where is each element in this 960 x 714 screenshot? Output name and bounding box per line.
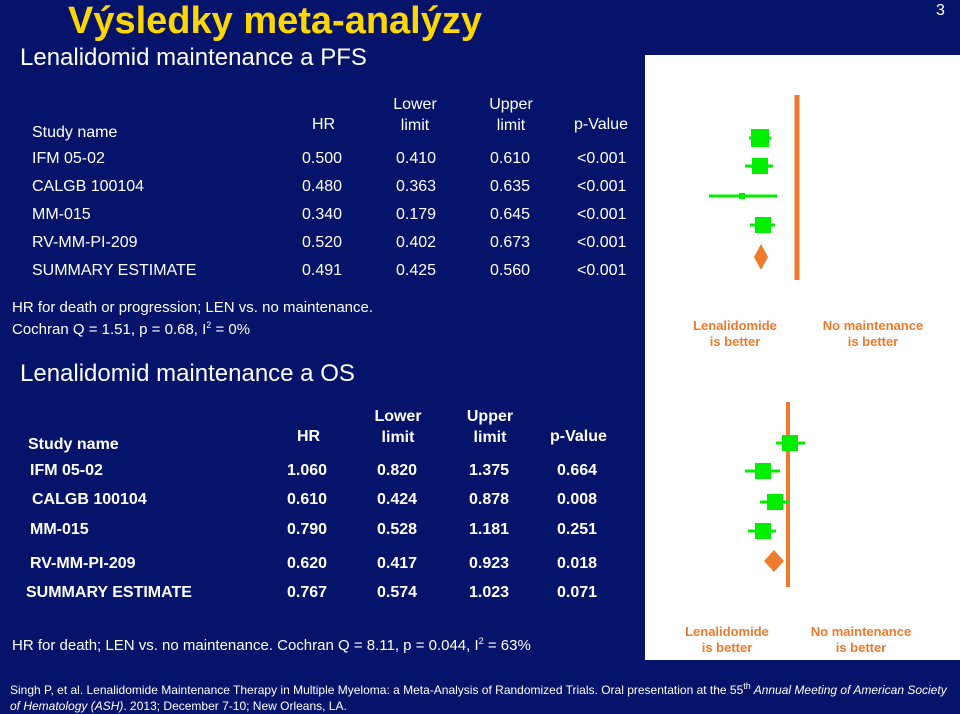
os-col-study: Study name bbox=[28, 436, 119, 453]
slide-title: Výsledky meta-analýzy bbox=[68, 0, 483, 42]
pfs-row-study: RV-MM-PI-209 bbox=[32, 234, 138, 251]
os-row-study: CALGB 100104 bbox=[32, 491, 147, 508]
os-row-upper: 1.181 bbox=[469, 521, 510, 538]
os-row-upper: 0.923 bbox=[469, 555, 510, 572]
os-summary-diamond bbox=[764, 550, 784, 572]
os-row-study: SUMMARY ESTIMATE bbox=[26, 584, 192, 601]
pfs-left-label bbox=[675, 318, 795, 350]
pfs-col-lower bbox=[380, 94, 450, 136]
pfs-cochran-text: Cochran Q = 1.51, p = 0.68, I bbox=[12, 321, 207, 338]
os-col-upper-line2: limit bbox=[473, 429, 507, 446]
pfs-row-lower: 0.410 bbox=[396, 150, 437, 167]
pfs-row-upper: 0.645 bbox=[490, 206, 531, 223]
pfs-row-hr: 0.340 bbox=[302, 206, 343, 223]
pfs-cochran-sup: 2 bbox=[206, 320, 212, 330]
os-study-marker bbox=[782, 435, 798, 451]
pfs-right-label-line2: is better bbox=[847, 334, 899, 349]
reference-tail: . 2013; December 7-10; New Orleans, LA. bbox=[123, 699, 347, 713]
pfs-cochran-suffix: = 0% bbox=[211, 321, 251, 338]
pfs-row-p: <0.001 bbox=[577, 206, 627, 223]
os-row-upper: 0.878 bbox=[469, 491, 510, 508]
pfs-col-upper bbox=[476, 94, 546, 136]
os-row-hr: 1.060 bbox=[287, 462, 328, 479]
os-row-hr: 0.767 bbox=[287, 584, 328, 601]
os-row-lower: 0.417 bbox=[377, 555, 418, 572]
forest-plot-panel bbox=[645, 55, 960, 660]
os-col-upper-line1: Upper bbox=[466, 408, 514, 425]
os-col-lower-line1: Lower bbox=[374, 408, 422, 425]
pfs-row-study: SUMMARY ESTIMATE bbox=[32, 262, 197, 279]
os-row-upper: 1.375 bbox=[469, 462, 510, 479]
os-row-hr: 0.610 bbox=[287, 491, 328, 508]
os-row-p: 0.008 bbox=[557, 491, 598, 508]
pfs-row-p: <0.001 bbox=[577, 178, 627, 195]
os-col-lower bbox=[363, 406, 433, 448]
pfs-row-lower: 0.363 bbox=[396, 178, 437, 195]
page-number: 3 bbox=[936, 2, 945, 19]
os-row-hr: 0.620 bbox=[287, 555, 328, 572]
pfs-study-marker bbox=[751, 129, 769, 147]
pfs-row-study: MM-015 bbox=[32, 206, 91, 223]
reference-text: Singh P, et al. Lenalidomide Maintenance Therapy in Multiple Myeloma: a Meta-Analysis of Randomized Trials. Oral presentation at the 55 bbox=[10, 683, 744, 697]
forest-plot-svg bbox=[645, 55, 960, 660]
os-note-suffix: = 63% bbox=[483, 637, 531, 654]
pfs-row-p: <0.001 bbox=[577, 150, 627, 167]
os-right-label bbox=[796, 624, 926, 656]
pfs-row-lower: 0.179 bbox=[396, 206, 437, 223]
os-heading: Lenalidomid maintenance a OS bbox=[20, 360, 355, 387]
os-left-label-line1: Lenalidomide bbox=[685, 624, 769, 639]
pfs-row-hr: 0.491 bbox=[302, 262, 343, 279]
pfs-row-lower: 0.402 bbox=[396, 234, 437, 251]
os-row-upper: 1.023 bbox=[469, 584, 510, 601]
reference-sup: th bbox=[743, 681, 751, 691]
pfs-row-upper: 0.673 bbox=[490, 234, 531, 251]
os-row-p: 0.664 bbox=[557, 462, 598, 479]
pfs-row-study: IFM 05-02 bbox=[32, 150, 105, 167]
pfs-col-upper-line2: limit bbox=[496, 117, 526, 134]
pfs-col-lower-line2: limit bbox=[400, 117, 430, 134]
pfs-study-marker bbox=[739, 193, 745, 199]
pfs-row-lower: 0.425 bbox=[396, 262, 437, 279]
os-row-study: RV-MM-PI-209 bbox=[30, 555, 136, 572]
pfs-row-upper: 0.635 bbox=[490, 178, 531, 195]
os-col-hr: HR bbox=[297, 428, 321, 445]
os-row-hr: 0.790 bbox=[287, 521, 328, 538]
os-row-lower: 0.528 bbox=[377, 521, 418, 538]
pfs-col-p: p-Value bbox=[574, 116, 628, 133]
os-right-label-line1: No maintenance bbox=[810, 624, 912, 639]
reference-citation bbox=[10, 678, 955, 714]
os-row-study: MM-015 bbox=[30, 521, 89, 538]
os-study-marker bbox=[755, 463, 771, 479]
pfs-col-study: Study name bbox=[32, 124, 118, 141]
os-right-label-line2: is better bbox=[835, 640, 887, 655]
pfs-right-label-line1: No maintenance bbox=[822, 318, 924, 333]
os-row-p: 0.071 bbox=[557, 584, 598, 601]
pfs-row-p: <0.001 bbox=[577, 234, 627, 251]
pfs-heading: Lenalidomid maintenance a PFS bbox=[20, 44, 367, 71]
pfs-row-hr: 0.520 bbox=[302, 234, 343, 251]
pfs-row-p: <0.001 bbox=[577, 262, 627, 279]
pfs-left-label-line2: is better bbox=[709, 334, 761, 349]
os-row-lower: 0.424 bbox=[377, 491, 418, 508]
pfs-row-study: CALGB 100104 bbox=[32, 178, 145, 195]
pfs-cochran bbox=[12, 320, 250, 338]
reference-italic: Annual Meeting of American Society of Hematology (ASH) bbox=[10, 683, 947, 713]
pfs-col-lower-line1: Lower bbox=[393, 96, 437, 113]
os-row-p: 0.018 bbox=[557, 555, 598, 572]
pfs-row-hr: 0.480 bbox=[302, 178, 343, 195]
pfs-row-upper: 0.560 bbox=[490, 262, 531, 279]
pfs-left-label-line1: Lenalidomide bbox=[693, 318, 777, 333]
os-left-label-line2: is better bbox=[701, 640, 753, 655]
pfs-summary-diamond bbox=[754, 244, 768, 270]
os-col-lower-line2: limit bbox=[381, 429, 415, 446]
os-note bbox=[12, 636, 531, 654]
pfs-note: HR for death or progression; LEN vs. no maintenance. bbox=[12, 299, 374, 316]
os-note-text: HR for death; LEN vs. no maintenance. Cochran Q = 8.11, p = 0.044, I bbox=[12, 637, 479, 654]
os-col-p: p-Value bbox=[550, 428, 607, 445]
os-note-sup: 2 bbox=[478, 636, 484, 646]
pfs-col-hr: HR bbox=[312, 116, 336, 133]
pfs-right-label bbox=[808, 318, 938, 350]
pfs-col-upper-line1: Upper bbox=[489, 96, 533, 113]
os-row-study: IFM 05-02 bbox=[30, 462, 103, 479]
os-row-lower: 0.820 bbox=[377, 462, 418, 479]
os-left-label bbox=[667, 624, 787, 656]
pfs-row-upper: 0.610 bbox=[490, 150, 531, 167]
pfs-row-hr: 0.500 bbox=[302, 150, 343, 167]
pfs-study-marker bbox=[755, 217, 771, 233]
os-row-lower: 0.574 bbox=[377, 584, 418, 601]
os-study-marker bbox=[755, 523, 771, 539]
pfs-study-marker bbox=[752, 158, 768, 174]
os-study-marker bbox=[767, 494, 783, 510]
os-row-p: 0.251 bbox=[557, 521, 598, 538]
os-col-upper bbox=[455, 406, 525, 448]
